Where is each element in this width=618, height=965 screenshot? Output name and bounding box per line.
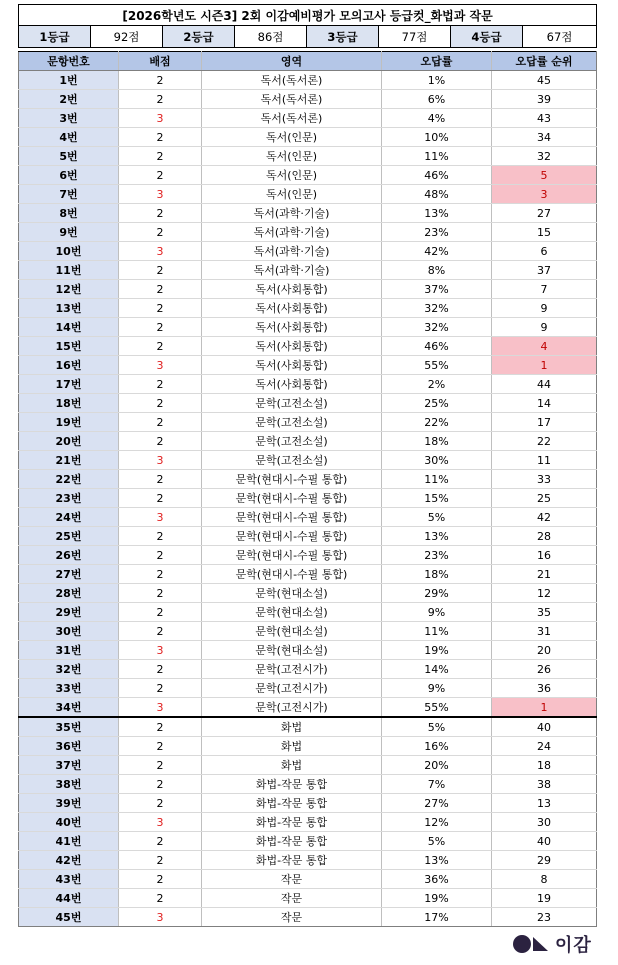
area-cell: 독서(과학·기술) bbox=[202, 261, 382, 280]
grade-cut-row bbox=[19, 26, 597, 48]
points-cell: 2 bbox=[119, 832, 202, 851]
points-cell: 2 bbox=[119, 375, 202, 394]
error-rank-cell: 34 bbox=[492, 128, 597, 147]
area-cell: 문학(고전소설) bbox=[202, 394, 382, 413]
error-rate-cell: 1% bbox=[382, 71, 492, 90]
question-number-cell: 17번 bbox=[19, 375, 119, 394]
points-cell: 3 bbox=[119, 109, 202, 128]
table-row bbox=[19, 775, 597, 794]
logo-text: 이감 bbox=[555, 935, 592, 956]
error-rate-cell: 25% bbox=[382, 394, 492, 413]
area-cell: 문학(고전소설) bbox=[202, 413, 382, 432]
error-rank-cell: 23 bbox=[492, 908, 597, 927]
grade-4-score: 67점 bbox=[523, 26, 597, 48]
table-row bbox=[19, 794, 597, 813]
error-rate-cell: 13% bbox=[382, 851, 492, 870]
table-row bbox=[19, 223, 597, 242]
points-cell: 2 bbox=[119, 679, 202, 698]
table-row bbox=[19, 375, 597, 394]
table-row bbox=[19, 603, 597, 622]
question-number-cell: 3번 bbox=[19, 109, 119, 128]
table-row bbox=[19, 756, 597, 775]
column-header-number: 문항번호 bbox=[19, 52, 119, 71]
error-rank-cell: 37 bbox=[492, 261, 597, 280]
points-cell: 2 bbox=[119, 432, 202, 451]
points-cell: 3 bbox=[119, 451, 202, 470]
question-number-cell: 26번 bbox=[19, 546, 119, 565]
points-cell: 2 bbox=[119, 717, 202, 737]
error-rank-cell: 12 bbox=[492, 584, 597, 603]
points-cell: 2 bbox=[119, 299, 202, 318]
question-number-cell: 20번 bbox=[19, 432, 119, 451]
error-rank-cell: 40 bbox=[492, 717, 597, 737]
error-rate-cell: 10% bbox=[382, 128, 492, 147]
points-cell: 2 bbox=[119, 794, 202, 813]
question-number-cell: 30번 bbox=[19, 622, 119, 641]
error-rank-cell: 15 bbox=[492, 223, 597, 242]
points-cell: 2 bbox=[119, 71, 202, 90]
question-number-cell: 8번 bbox=[19, 204, 119, 223]
error-rate-cell: 19% bbox=[382, 641, 492, 660]
error-rate-cell: 18% bbox=[382, 432, 492, 451]
error-rank-cell: 33 bbox=[492, 470, 597, 489]
error-rank-cell: 16 bbox=[492, 546, 597, 565]
error-rate-cell: 42% bbox=[382, 242, 492, 261]
table-row bbox=[19, 679, 597, 698]
area-cell: 독서(사회통합) bbox=[202, 299, 382, 318]
question-number-cell: 27번 bbox=[19, 565, 119, 584]
area-cell: 작문 bbox=[202, 889, 382, 908]
error-rate-cell: 15% bbox=[382, 489, 492, 508]
question-number-cell: 25번 bbox=[19, 527, 119, 546]
error-rate-cell: 6% bbox=[382, 90, 492, 109]
error-rate-cell: 14% bbox=[382, 660, 492, 679]
area-cell: 문학(현대소설) bbox=[202, 603, 382, 622]
area-cell: 독서(독서론) bbox=[202, 71, 382, 90]
error-rate-cell: 11% bbox=[382, 470, 492, 489]
table-row bbox=[19, 470, 597, 489]
points-cell: 2 bbox=[119, 280, 202, 299]
area-cell: 문학(현대시-수필 통합) bbox=[202, 489, 382, 508]
table-row bbox=[19, 717, 597, 737]
area-cell: 독서(과학·기술) bbox=[202, 204, 382, 223]
error-rank-cell: 1 bbox=[492, 356, 597, 375]
error-rank-cell: 42 bbox=[492, 508, 597, 527]
area-cell: 독서(독서론) bbox=[202, 109, 382, 128]
question-number-cell: 7번 bbox=[19, 185, 119, 204]
points-cell: 2 bbox=[119, 166, 202, 185]
error-rate-cell: 23% bbox=[382, 223, 492, 242]
question-number-cell: 33번 bbox=[19, 679, 119, 698]
error-rate-cell: 17% bbox=[382, 908, 492, 927]
question-number-cell: 6번 bbox=[19, 166, 119, 185]
table-row bbox=[19, 565, 597, 584]
points-cell: 2 bbox=[119, 261, 202, 280]
grade-3-score: 77점 bbox=[379, 26, 451, 48]
area-cell: 문학(고전소설) bbox=[202, 432, 382, 451]
area-cell: 독서(사회통합) bbox=[202, 280, 382, 299]
table-row bbox=[19, 622, 597, 641]
error-rank-cell: 5 bbox=[492, 166, 597, 185]
area-cell: 작문 bbox=[202, 870, 382, 889]
table-row bbox=[19, 451, 597, 470]
area-cell: 화법-작문 통합 bbox=[202, 832, 382, 851]
points-cell: 2 bbox=[119, 394, 202, 413]
table-row bbox=[19, 166, 597, 185]
points-cell: 2 bbox=[119, 413, 202, 432]
question-number-cell: 9번 bbox=[19, 223, 119, 242]
grade-cut-summary bbox=[18, 4, 597, 48]
table-row bbox=[19, 508, 597, 527]
area-cell: 문학(현대시-수필 통합) bbox=[202, 565, 382, 584]
error-rate-cell: 11% bbox=[382, 147, 492, 166]
question-number-cell: 39번 bbox=[19, 794, 119, 813]
area-cell: 화법 bbox=[202, 717, 382, 737]
question-number-cell: 11번 bbox=[19, 261, 119, 280]
error-rank-cell: 26 bbox=[492, 660, 597, 679]
error-rank-cell: 8 bbox=[492, 870, 597, 889]
error-rate-cell: 11% bbox=[382, 622, 492, 641]
table-row bbox=[19, 90, 597, 109]
question-number-cell: 43번 bbox=[19, 870, 119, 889]
table-row bbox=[19, 813, 597, 832]
table-row bbox=[19, 527, 597, 546]
error-rank-cell: 20 bbox=[492, 641, 597, 660]
error-rate-cell: 7% bbox=[382, 775, 492, 794]
error-rate-cell: 46% bbox=[382, 337, 492, 356]
error-rate-cell: 5% bbox=[382, 508, 492, 527]
error-rank-cell: 40 bbox=[492, 832, 597, 851]
points-cell: 2 bbox=[119, 851, 202, 870]
area-cell: 독서(사회통합) bbox=[202, 337, 382, 356]
table-row bbox=[19, 584, 597, 603]
area-cell: 문학(현대소설) bbox=[202, 641, 382, 660]
error-rate-cell: 13% bbox=[382, 204, 492, 223]
question-number-cell: 5번 bbox=[19, 147, 119, 166]
points-cell: 2 bbox=[119, 128, 202, 147]
question-number-cell: 29번 bbox=[19, 603, 119, 622]
question-number-cell: 4번 bbox=[19, 128, 119, 147]
points-cell: 2 bbox=[119, 318, 202, 337]
error-rate-cell: 27% bbox=[382, 794, 492, 813]
error-rate-cell: 48% bbox=[382, 185, 492, 204]
area-cell: 독서(과학·기술) bbox=[202, 242, 382, 261]
error-rank-cell: 36 bbox=[492, 679, 597, 698]
brand-logo bbox=[512, 933, 592, 955]
error-rank-cell: 19 bbox=[492, 889, 597, 908]
error-rate-cell: 20% bbox=[382, 756, 492, 775]
points-cell: 2 bbox=[119, 737, 202, 756]
column-header-area: 영역 bbox=[202, 52, 382, 71]
area-cell: 화법 bbox=[202, 737, 382, 756]
table-row bbox=[19, 242, 597, 261]
area-cell: 독서(인문) bbox=[202, 166, 382, 185]
table-row bbox=[19, 870, 597, 889]
table-row bbox=[19, 489, 597, 508]
error-rank-cell: 1 bbox=[492, 698, 597, 718]
table-row bbox=[19, 318, 597, 337]
error-rate-cell: 2% bbox=[382, 375, 492, 394]
error-rate-cell: 16% bbox=[382, 737, 492, 756]
table-header-row bbox=[19, 52, 597, 71]
table-row bbox=[19, 889, 597, 908]
error-rank-cell: 18 bbox=[492, 756, 597, 775]
error-rate-cell: 8% bbox=[382, 261, 492, 280]
error-rank-cell: 7 bbox=[492, 280, 597, 299]
area-cell: 독서(인문) bbox=[202, 128, 382, 147]
error-rank-cell: 29 bbox=[492, 851, 597, 870]
question-number-cell: 23번 bbox=[19, 489, 119, 508]
table-row bbox=[19, 851, 597, 870]
error-rate-cell: 32% bbox=[382, 318, 492, 337]
question-number-cell: 35번 bbox=[19, 717, 119, 737]
error-rate-cell: 5% bbox=[382, 717, 492, 737]
area-cell: 문학(고전시가) bbox=[202, 679, 382, 698]
error-rank-cell: 14 bbox=[492, 394, 597, 413]
question-number-cell: 42번 bbox=[19, 851, 119, 870]
error-rank-cell: 39 bbox=[492, 90, 597, 109]
error-rank-cell: 4 bbox=[492, 337, 597, 356]
area-cell: 작문 bbox=[202, 908, 382, 927]
points-cell: 2 bbox=[119, 470, 202, 489]
error-rank-cell: 27 bbox=[492, 204, 597, 223]
points-cell: 3 bbox=[119, 641, 202, 660]
area-cell: 독서(사회통합) bbox=[202, 318, 382, 337]
area-cell: 문학(고전소설) bbox=[202, 451, 382, 470]
points-cell: 2 bbox=[119, 565, 202, 584]
points-cell: 2 bbox=[119, 337, 202, 356]
points-cell: 2 bbox=[119, 90, 202, 109]
error-rate-cell: 18% bbox=[382, 565, 492, 584]
area-cell: 문학(현대시-수필 통합) bbox=[202, 508, 382, 527]
area-cell: 독서(인문) bbox=[202, 147, 382, 166]
points-cell: 2 bbox=[119, 204, 202, 223]
table-row bbox=[19, 698, 597, 718]
question-number-cell: 24번 bbox=[19, 508, 119, 527]
points-cell: 3 bbox=[119, 356, 202, 375]
table-row bbox=[19, 261, 597, 280]
column-header-points: 배점 bbox=[119, 52, 202, 71]
area-cell: 화법-작문 통합 bbox=[202, 794, 382, 813]
area-cell: 독서(과학·기술) bbox=[202, 223, 382, 242]
error-rank-cell: 35 bbox=[492, 603, 597, 622]
error-rate-cell: 22% bbox=[382, 413, 492, 432]
question-number-cell: 1번 bbox=[19, 71, 119, 90]
error-rank-cell: 28 bbox=[492, 527, 597, 546]
table-row bbox=[19, 394, 597, 413]
error-rate-cell: 12% bbox=[382, 813, 492, 832]
error-rate-cell: 9% bbox=[382, 679, 492, 698]
question-number-cell: 13번 bbox=[19, 299, 119, 318]
table-row bbox=[19, 641, 597, 660]
table-row bbox=[19, 413, 597, 432]
area-cell: 독서(사회통합) bbox=[202, 356, 382, 375]
table-row bbox=[19, 185, 597, 204]
question-number-cell: 28번 bbox=[19, 584, 119, 603]
error-rate-cell: 4% bbox=[382, 109, 492, 128]
question-number-cell: 44번 bbox=[19, 889, 119, 908]
table-row bbox=[19, 737, 597, 756]
points-cell: 3 bbox=[119, 242, 202, 261]
points-cell: 2 bbox=[119, 889, 202, 908]
error-rank-cell: 13 bbox=[492, 794, 597, 813]
question-number-cell: 32번 bbox=[19, 660, 119, 679]
grade-4-label: 4등급 bbox=[451, 26, 523, 48]
grade-1-label: 1등급 bbox=[19, 26, 91, 48]
area-cell: 문학(현대소설) bbox=[202, 622, 382, 641]
question-number-cell: 10번 bbox=[19, 242, 119, 261]
points-cell: 2 bbox=[119, 870, 202, 889]
table-row bbox=[19, 356, 597, 375]
points-cell: 3 bbox=[119, 508, 202, 527]
question-number-cell: 41번 bbox=[19, 832, 119, 851]
error-rank-cell: 11 bbox=[492, 451, 597, 470]
area-cell: 화법-작문 통합 bbox=[202, 851, 382, 870]
error-rate-cell: 13% bbox=[382, 527, 492, 546]
error-rate-cell: 30% bbox=[382, 451, 492, 470]
area-cell: 문학(현대시-수필 통합) bbox=[202, 470, 382, 489]
question-number-cell: 19번 bbox=[19, 413, 119, 432]
error-rate-cell: 19% bbox=[382, 889, 492, 908]
points-cell: 3 bbox=[119, 185, 202, 204]
area-cell: 문학(현대시-수필 통합) bbox=[202, 527, 382, 546]
page-title: [2026학년도 시즌3] 2회 이감예비평가 모의고사 등급컷_화법과 작문 bbox=[19, 5, 597, 26]
question-stats-table bbox=[18, 51, 597, 927]
question-number-cell: 12번 bbox=[19, 280, 119, 299]
question-number-cell: 14번 bbox=[19, 318, 119, 337]
table-row bbox=[19, 109, 597, 128]
question-number-cell: 31번 bbox=[19, 641, 119, 660]
points-cell: 2 bbox=[119, 756, 202, 775]
points-cell: 2 bbox=[119, 622, 202, 641]
table-row bbox=[19, 432, 597, 451]
error-rank-cell: 6 bbox=[492, 242, 597, 261]
question-number-cell: 38번 bbox=[19, 775, 119, 794]
points-cell: 2 bbox=[119, 527, 202, 546]
table-row bbox=[19, 147, 597, 166]
table-row bbox=[19, 280, 597, 299]
area-cell: 문학(현대소설) bbox=[202, 584, 382, 603]
error-rate-cell: 32% bbox=[382, 299, 492, 318]
points-cell: 3 bbox=[119, 813, 202, 832]
points-cell: 2 bbox=[119, 603, 202, 622]
error-rate-cell: 46% bbox=[382, 166, 492, 185]
area-cell: 문학(현대시-수필 통합) bbox=[202, 546, 382, 565]
table-row bbox=[19, 660, 597, 679]
points-cell: 2 bbox=[119, 584, 202, 603]
points-cell: 2 bbox=[119, 223, 202, 242]
question-number-cell: 2번 bbox=[19, 90, 119, 109]
column-header-error-rank: 오답률 순위 bbox=[492, 52, 597, 71]
error-rank-cell: 17 bbox=[492, 413, 597, 432]
area-cell: 독서(사회통합) bbox=[202, 375, 382, 394]
error-rate-cell: 5% bbox=[382, 832, 492, 851]
question-number-cell: 16번 bbox=[19, 356, 119, 375]
area-cell: 문학(고전시가) bbox=[202, 660, 382, 679]
area-cell: 문학(고전시가) bbox=[202, 698, 382, 718]
area-cell: 화법 bbox=[202, 756, 382, 775]
points-cell: 2 bbox=[119, 489, 202, 508]
question-number-cell: 40번 bbox=[19, 813, 119, 832]
question-number-cell: 45번 bbox=[19, 908, 119, 927]
error-rate-cell: 55% bbox=[382, 356, 492, 375]
error-rank-cell: 45 bbox=[492, 71, 597, 90]
question-number-cell: 15번 bbox=[19, 337, 119, 356]
table-row bbox=[19, 299, 597, 318]
question-number-cell: 22번 bbox=[19, 470, 119, 489]
igam-logo-icon bbox=[512, 934, 552, 954]
error-rank-cell: 24 bbox=[492, 737, 597, 756]
error-rank-cell: 31 bbox=[492, 622, 597, 641]
grade-2-score: 86점 bbox=[235, 26, 307, 48]
error-rate-cell: 37% bbox=[382, 280, 492, 299]
question-number-cell: 36번 bbox=[19, 737, 119, 756]
error-rate-cell: 36% bbox=[382, 870, 492, 889]
grade-1-score: 92점 bbox=[91, 26, 163, 48]
area-cell: 화법-작문 통합 bbox=[202, 775, 382, 794]
error-rate-cell: 55% bbox=[382, 698, 492, 718]
error-rank-cell: 44 bbox=[492, 375, 597, 394]
table-row bbox=[19, 908, 597, 927]
error-rate-cell: 9% bbox=[382, 603, 492, 622]
area-cell: 독서(독서론) bbox=[202, 90, 382, 109]
points-cell: 2 bbox=[119, 147, 202, 166]
error-rank-cell: 30 bbox=[492, 813, 597, 832]
error-rank-cell: 22 bbox=[492, 432, 597, 451]
error-rank-cell: 21 bbox=[492, 565, 597, 584]
table-row bbox=[19, 71, 597, 90]
points-cell: 3 bbox=[119, 698, 202, 718]
points-cell: 2 bbox=[119, 660, 202, 679]
error-rank-cell: 25 bbox=[492, 489, 597, 508]
table-row bbox=[19, 128, 597, 147]
question-number-cell: 37번 bbox=[19, 756, 119, 775]
question-number-cell: 21번 bbox=[19, 451, 119, 470]
error-rank-cell: 9 bbox=[492, 299, 597, 318]
error-rank-cell: 43 bbox=[492, 109, 597, 128]
table-row bbox=[19, 546, 597, 565]
points-cell: 2 bbox=[119, 775, 202, 794]
area-cell: 독서(인문) bbox=[202, 185, 382, 204]
error-rank-cell: 9 bbox=[492, 318, 597, 337]
area-cell: 화법-작문 통합 bbox=[202, 813, 382, 832]
error-rate-cell: 23% bbox=[382, 546, 492, 565]
question-number-cell: 34번 bbox=[19, 698, 119, 718]
points-cell: 2 bbox=[119, 546, 202, 565]
error-rank-cell: 38 bbox=[492, 775, 597, 794]
question-number-cell: 18번 bbox=[19, 394, 119, 413]
error-rank-cell: 3 bbox=[492, 185, 597, 204]
table-row bbox=[19, 204, 597, 223]
grade-2-label: 2등급 bbox=[163, 26, 235, 48]
grade-3-label: 3등급 bbox=[307, 26, 379, 48]
table-row bbox=[19, 337, 597, 356]
points-cell: 3 bbox=[119, 908, 202, 927]
error-rank-cell: 32 bbox=[492, 147, 597, 166]
table-row bbox=[19, 832, 597, 851]
column-header-error-rate: 오답률 bbox=[382, 52, 492, 71]
error-rate-cell: 29% bbox=[382, 584, 492, 603]
